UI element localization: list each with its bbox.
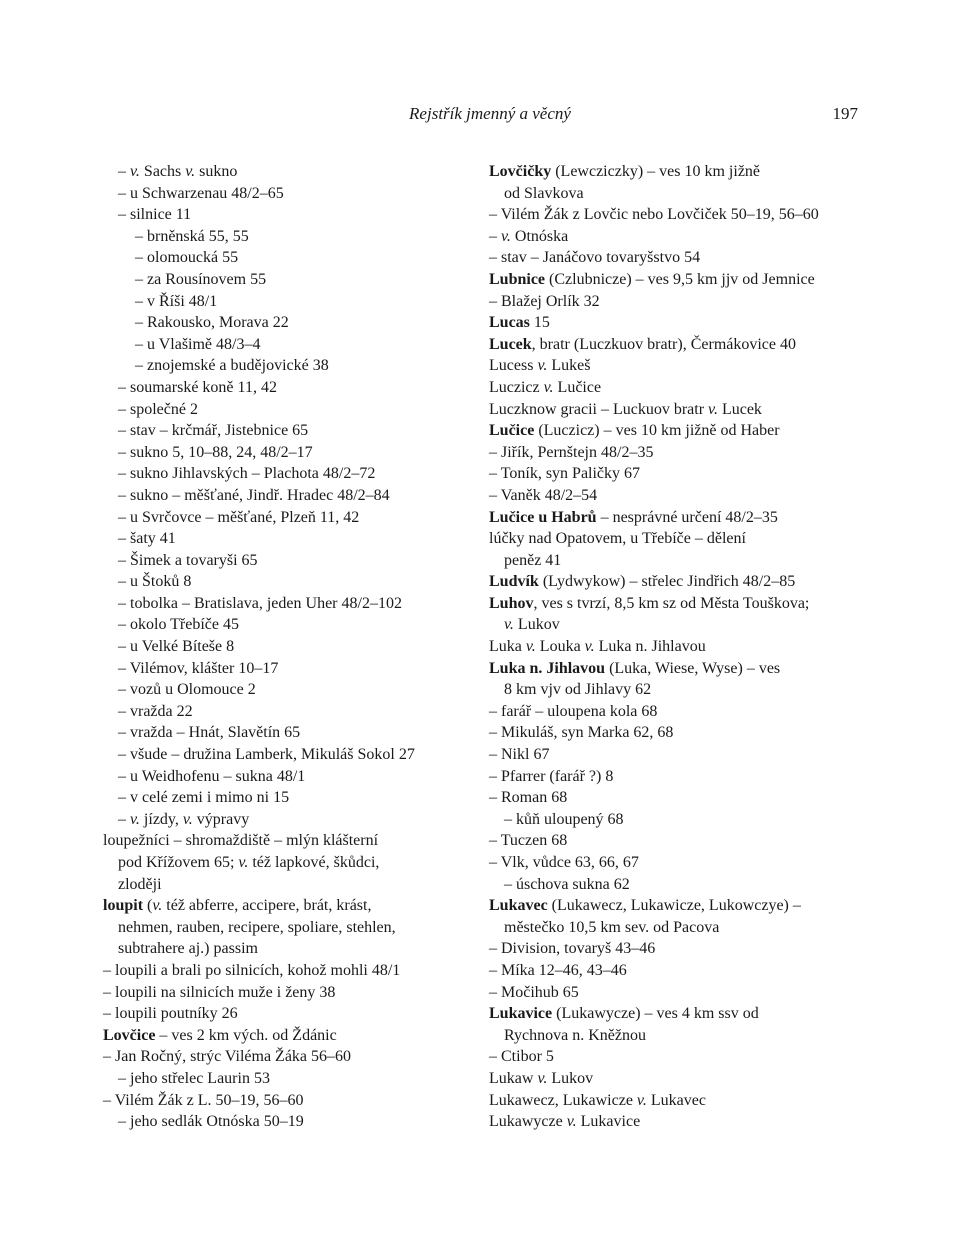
entry-text: – sukno – měšťané, Jindř. Hradec 48/2–84 — [118, 486, 390, 504]
index-entry-line — [103, 852, 488, 874]
index-entry-line — [489, 938, 874, 960]
entry-text: Luka n. Jihlavou — [594, 638, 706, 656]
entry-text: – sukno 5, 10–88, 24, 48/2–17 — [118, 443, 313, 461]
index-entry-line — [489, 355, 874, 377]
index-entry-line — [103, 377, 488, 399]
entry-text: – — [118, 163, 130, 180]
index-entry-line — [103, 679, 488, 701]
entry-text: Luka — [489, 638, 526, 656]
cross-reference-marker: v. — [525, 638, 536, 656]
cross-reference-marker: v. — [130, 810, 140, 828]
entry-text: Sachs — [139, 163, 186, 180]
index-entry-line — [489, 334, 874, 356]
entry-text: – Roman 68 — [489, 789, 568, 807]
entry-text: – Mikuláš, syn Marka 62, 68 — [489, 724, 674, 742]
headword: Luhov — [489, 594, 534, 612]
entry-text: (Czlubnicze) – ves 9,5 km jjv od Jemnice — [545, 270, 815, 288]
entry-text: loupežníci – shromaždiště – mlýn klášterní — [103, 832, 379, 850]
index-entry-line — [489, 1068, 874, 1090]
index-entry-line — [103, 463, 488, 485]
index-entry-line — [489, 852, 874, 874]
index-entry-line — [103, 658, 488, 680]
index-entry-line — [489, 679, 874, 701]
index-entry-line — [103, 1090, 488, 1112]
index-entry-line — [489, 312, 874, 334]
entry-text: ( — [143, 897, 153, 915]
entry-text: (Luka, Wiese, Wyse) – ves — [605, 659, 781, 677]
cross-reference-marker: v. — [182, 810, 193, 828]
entry-text: od Slavkova — [504, 184, 584, 202]
entry-text: – loupili a brali po silnicích, kohož mohli 48/1 — [103, 961, 401, 979]
index-entry-line — [489, 420, 874, 442]
index-entry-line — [489, 636, 874, 658]
entry-text: – vozů u Olomouce 2 — [118, 681, 256, 699]
entry-text: – v celé zemi i mimo ni 15 — [118, 789, 290, 807]
entry-text: (Lewcziczky) – ves 10 km jižně — [551, 163, 761, 180]
entry-text: Lucek — [717, 400, 762, 418]
entry-text: – Ctibor 5 — [489, 1048, 554, 1066]
index-column-right — [489, 161, 874, 1133]
cross-reference-marker: v. — [708, 400, 718, 418]
entry-text: – stav – Janáčovo tovaryšstvo 54 — [489, 249, 701, 267]
index-entry-line — [103, 701, 488, 723]
index-entry-line — [103, 593, 488, 615]
cross-reference-marker: v. — [566, 1113, 577, 1131]
entry-text: – kůň uloupený 68 — [504, 810, 624, 828]
index-entry-line — [103, 744, 488, 766]
entry-text: Rychnova n. Kněžnou — [504, 1026, 646, 1044]
entry-text: – Pfarrer (farář ?) 8 — [489, 767, 614, 785]
index-entry-line — [489, 895, 874, 917]
index-entry-line — [489, 701, 874, 723]
entry-text: (Lukawecz, Lukawicze, Lukowczye) – — [547, 897, 801, 915]
entry-text: – Močihub 65 — [489, 983, 579, 1001]
headword: Ludvík — [489, 573, 539, 591]
index-entry-line — [103, 938, 488, 960]
index-entry-line — [103, 485, 488, 507]
index-entry-line — [489, 1003, 874, 1025]
index-entry-line — [103, 550, 488, 572]
index-entry-line — [489, 722, 874, 744]
index-entry-line — [489, 377, 874, 399]
entry-text: – soumarské koně 11, 42 — [118, 378, 277, 396]
entry-text: – nesprávné určení 48/2–35 — [596, 508, 778, 526]
index-entry-line — [489, 226, 874, 248]
index-entry-line — [489, 614, 874, 636]
headword: Lukavec — [489, 897, 548, 915]
index-entry-line — [103, 507, 488, 529]
cross-reference-marker: v. — [636, 1091, 647, 1109]
entry-text: Lukov — [513, 616, 560, 634]
entry-text: lúčky nad Opatovem, u Třebíče – dělení — [489, 530, 746, 548]
index-entry-line — [489, 658, 874, 680]
index-entry-line — [489, 507, 874, 529]
cross-reference-marker: v. — [152, 897, 163, 915]
index-entry-line — [103, 442, 488, 464]
index-entry-line — [103, 874, 488, 896]
index-entry-line — [103, 420, 488, 442]
entry-text: Louka — [535, 638, 585, 656]
entry-text: – stav – krčmář, Jistebnice 65 — [118, 422, 309, 440]
entry-text: též abferre, accipere, brát, krást, — [162, 897, 372, 915]
index-entry-line — [489, 442, 874, 464]
entry-text: – ves 2 km vých. od Ždánic — [155, 1026, 337, 1044]
entry-text: zloději — [118, 875, 162, 893]
entry-text: Lukov — [547, 1069, 594, 1087]
index-entry-line — [489, 291, 874, 313]
index-entry-line — [489, 744, 874, 766]
index-entry-line — [489, 766, 874, 788]
entry-text: – šaty 41 — [118, 530, 176, 548]
entry-text: – u Svrčovce – měšťané, Plzeň 11, 42 — [118, 508, 360, 526]
entry-text: – silnice 11 — [118, 206, 192, 224]
cross-reference-marker: v. — [543, 378, 554, 396]
entry-text: – u Štoků 8 — [118, 573, 192, 591]
entry-text: 15 — [529, 314, 550, 332]
entry-text: Lučice — [553, 378, 602, 396]
entry-text: Lukawycze — [489, 1113, 567, 1131]
headword: loupit — [103, 897, 144, 915]
page-number: 197 — [832, 104, 858, 123]
index-entry-line — [489, 463, 874, 485]
entry-text: (Lydwykow) – střelec Jindřich 48/2–85 — [538, 573, 796, 591]
entry-text: (Lukawycze) – ves 4 km ssv od — [552, 1005, 759, 1023]
index-entry-line — [103, 183, 488, 205]
entry-text: – Vilémov, klášter 10–17 — [118, 659, 279, 677]
index-entry-line — [103, 1025, 488, 1047]
index-entry-line — [103, 1046, 488, 1068]
entry-text: Lukavec — [646, 1091, 706, 1109]
entry-text: peněz 41 — [504, 551, 562, 569]
cross-reference-marker: v. — [584, 638, 595, 656]
index-entry-line — [103, 830, 488, 852]
entry-text: – loupili poutníky 26 — [103, 1005, 238, 1023]
index-entry-line — [489, 787, 874, 809]
entry-text: – jeho střelec Laurin 53 — [118, 1069, 270, 1087]
index-entry-line — [103, 787, 488, 809]
index-entry-line — [103, 960, 488, 982]
index-entry-line — [103, 399, 488, 421]
entry-text: Otnóska — [510, 227, 569, 245]
entry-text: též lapkové, škůdci, — [248, 854, 380, 871]
entry-text: – u Weidhofenu – sukna 48/1 — [118, 767, 306, 785]
entry-text: – za Rousínovem 55 — [135, 270, 267, 288]
entry-text: městečko 10,5 km sev. od Pacova — [504, 918, 720, 936]
headword: Lucek — [489, 335, 532, 353]
index-entry-line — [103, 614, 488, 636]
entry-text: 8 km vjv od Jihlavy 62 — [504, 681, 652, 699]
headword: Lucas — [489, 314, 530, 332]
index-entry-line — [489, 528, 874, 550]
entry-text: – Jan Ročný, strýc Viléma Žáka 56–60 — [103, 1048, 352, 1066]
cross-reference-marker: v. — [501, 227, 511, 245]
index-entry-line — [103, 334, 488, 356]
index-entry-line — [103, 528, 488, 550]
entry-text: – úschova sukna 62 — [504, 875, 630, 893]
index-entry-line — [489, 161, 874, 183]
entry-text: – u Velké Bíteše 8 — [118, 638, 235, 656]
cross-reference-marker: v. — [130, 163, 140, 180]
entry-text: – Nikl 67 — [489, 746, 550, 764]
index-entry-line — [489, 485, 874, 507]
index-entry-line — [489, 183, 874, 205]
headword: Lovčice — [103, 1026, 156, 1044]
index-entry-line — [489, 960, 874, 982]
entry-text: – tobolka – Bratislava, jeden Uher 48/2–102 — [118, 594, 402, 612]
entry-text: – — [118, 810, 130, 828]
index-entry-line — [489, 917, 874, 939]
index-entry-line — [489, 204, 874, 226]
cross-reference-marker: v. — [504, 616, 514, 634]
index-entry-line — [489, 399, 874, 421]
entry-text: pod Křížovem 65; — [118, 854, 239, 871]
entry-text: – Šimek a tovaryši 65 — [118, 551, 258, 569]
entry-text: Lucess — [489, 357, 538, 375]
entry-text: – Blažej Orlík 32 — [489, 292, 600, 310]
entry-text: – okolo Třebíče 45 — [118, 616, 240, 634]
headword: Lučice u Habrů — [489, 508, 597, 526]
headword: Lovčičky — [489, 163, 552, 180]
entry-text: nehmen, rauben, recipere, spoliare, stehlen, — [118, 918, 396, 936]
entry-text: – Míka 12–46, 43–46 — [489, 961, 627, 979]
entry-text: Luczicz — [489, 378, 544, 396]
headword: Lučice — [489, 422, 535, 440]
entry-text: – všude – družina Lamberk, Mikuláš Sokol 27 — [118, 746, 415, 764]
index-entry-line — [489, 550, 874, 572]
entry-text: výpravy — [192, 810, 250, 828]
index-column-left — [103, 161, 488, 1133]
index-entry-line — [103, 161, 488, 183]
index-entry-line — [103, 312, 488, 334]
index-entry-line — [103, 917, 488, 939]
cross-reference-marker: v. — [185, 163, 196, 180]
index-entry-line — [489, 1090, 874, 1112]
entry-text: Lukawecz, Lukawicze — [489, 1091, 637, 1109]
index-entry-line — [489, 1111, 874, 1133]
cross-reference-marker: v. — [238, 854, 249, 871]
entry-text: – Jiřík, Pernštejn 48/2–35 — [489, 443, 654, 461]
index-entry-line — [103, 204, 488, 226]
index-entry-line — [489, 1025, 874, 1047]
entry-text: – Vlk, vůdce 63, 66, 67 — [489, 854, 639, 871]
entry-text: – loupili na silnicích muže i ženy 38 — [103, 983, 336, 1001]
index-entry-line — [489, 809, 874, 831]
entry-text: , bratr (Luczkuov bratr), Čermákovice 40 — [531, 335, 797, 353]
index-entry-line — [103, 226, 488, 248]
index-entry-line — [103, 1003, 488, 1025]
index-entry-line — [103, 809, 488, 831]
entry-text: Lukeš — [547, 357, 591, 375]
entry-text: – sukno Jihlavských – Plachota 48/2–72 — [118, 465, 376, 483]
index-entry-line — [103, 269, 488, 291]
entry-text: – Rakousko, Morava 22 — [135, 314, 289, 332]
entry-text: – olomoucká 55 — [135, 249, 239, 267]
index-entry-line — [103, 355, 488, 377]
index-entry-line — [489, 830, 874, 852]
entry-text: – Toník, syn Paličky 67 — [489, 465, 641, 483]
entry-text: – u Vlašimě 48/3–4 — [135, 335, 261, 353]
headword: Lukavice — [489, 1005, 553, 1023]
running-header: Rejstřík jmenný a věcný — [409, 104, 571, 123]
index-entry-line — [103, 1111, 488, 1133]
index-entry-line — [103, 982, 488, 1004]
entry-text: – Tuczen 68 — [489, 832, 568, 850]
index-entry-line — [103, 291, 488, 313]
entry-text: jízdy, — [139, 810, 183, 828]
index-entry-line — [489, 593, 874, 615]
index-entry-line — [489, 247, 874, 269]
cross-reference-marker: v. — [537, 357, 548, 375]
entry-text: – brněnská 55, 55 — [135, 227, 249, 245]
index-entry-line — [103, 636, 488, 658]
headword: Luka n. Jihlavou — [489, 659, 606, 677]
index-entry-line — [103, 766, 488, 788]
entry-text: – Vaněk 48/2–54 — [489, 486, 598, 504]
entry-text: – — [489, 227, 501, 245]
headword: Lubnice — [489, 270, 546, 288]
index-entry-line — [103, 1068, 488, 1090]
entry-text: , ves s tvrzí, 8,5 km sz od Města Touškova; — [533, 594, 810, 612]
entry-text: Lukaw — [489, 1069, 538, 1087]
entry-text: – Division, tovaryš 43–46 — [489, 940, 656, 958]
entry-text: – vražda 22 — [118, 702, 193, 720]
index-entry-line — [103, 247, 488, 269]
entry-text: Lukavice — [576, 1113, 641, 1131]
entry-text: sukno — [195, 163, 238, 180]
index-entry-line — [103, 895, 488, 917]
index-entry-line — [103, 571, 488, 593]
entry-text: – jeho sedlák Otnóska 50–19 — [118, 1113, 304, 1131]
entry-text: – společné 2 — [118, 400, 198, 418]
cross-reference-marker: v. — [537, 1069, 548, 1087]
index-entry-line — [489, 269, 874, 291]
entry-text: – Vilém Žák z L. 50–19, 56–60 — [103, 1091, 304, 1109]
entry-text: subtrahere aj.) passim — [118, 940, 258, 958]
index-entry-line — [489, 982, 874, 1004]
index-entry-line — [489, 874, 874, 896]
index-entry-line — [103, 722, 488, 744]
index-entry-line — [489, 1046, 874, 1068]
entry-text: – vražda – Hnát, Slavětín 65 — [118, 724, 301, 742]
index-entry-line — [489, 571, 874, 593]
entry-text: – Vilém Žák z Lovčic nebo Lovčiček 50–19, 56–60 — [489, 206, 819, 224]
entry-text: – v Říši 48/1 — [135, 292, 218, 310]
entry-text: – farář – uloupena kola 68 — [489, 702, 658, 720]
entry-text: – znojemské a budějovické 38 — [135, 357, 329, 375]
entry-text: – u Schwarzenau 48/2–65 — [118, 184, 284, 202]
entry-text: Luczknow gracii – Luckuov bratr — [489, 400, 709, 418]
entry-text: (Luczicz) – ves 10 km jižně od Haber — [534, 422, 780, 440]
